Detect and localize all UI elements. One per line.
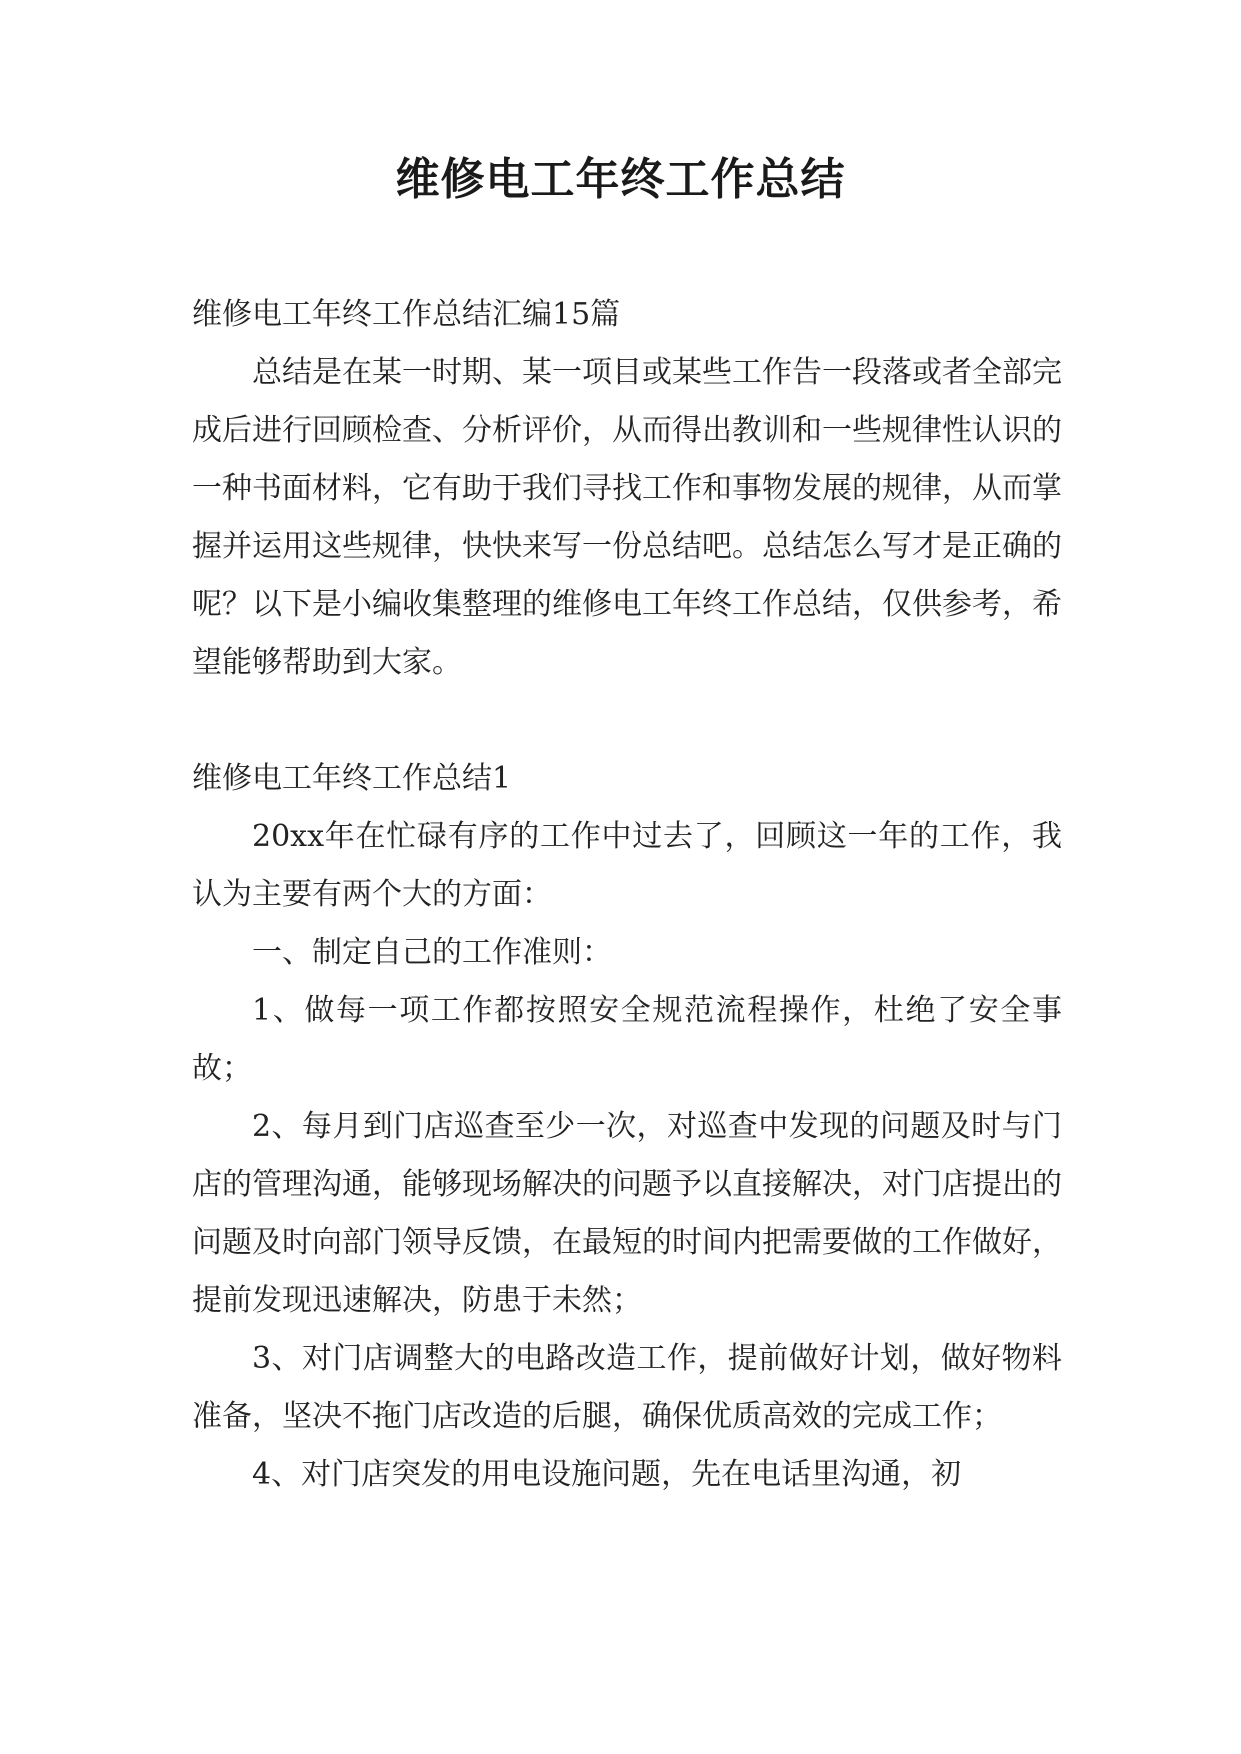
intro-paragraph: 总结是在某一时期、某一项目或某些工作告一段落或者全部完成后进行回顾检查、分析评价，从而得出教训和一些规律性认识的一种书面材料，它有助于我们寻找工作和事物发展的规律，从而掌握并运用这些规律，快快来写一份总结吧。总结怎么写才是正确的呢？以下是小编收集整理的维修电工年终工作总结，仅供参考，希望能够帮助到大家。 xyxy=(192,355,1062,680)
list-item: 1、做每一项工作都按照安全规范流程操作，杜绝了安全事故； xyxy=(192,993,1062,1086)
document-title: 维修电工年终工作总结 xyxy=(395,154,846,205)
collection-subtitle: 维修电工年终工作总结汇编15篇 xyxy=(192,297,621,332)
list-item: 4、对门店突发的用电设施问题，先在电话里沟通，初 xyxy=(252,1457,962,1492)
section-subheading: 一、制定自己的工作准则： xyxy=(252,935,612,970)
list-item: 3、对门店调整大的电路改造工作，提前做好计划，做好物料准备，坚决不拖门店改造的后腿，确保优质高效的完成工作； xyxy=(192,1341,1062,1434)
paragraph-spacer xyxy=(192,692,1062,750)
section-heading: 维修电工年终工作总结1 xyxy=(192,761,512,796)
section-paragraph: 20xx年在忙碌有序的工作中过去了，回顾这一年的工作，我认为主要有两个大的方面： xyxy=(192,819,1062,912)
list-item: 2、每月到门店巡查至少一次，对巡查中发现的问题及时与门店的管理沟通，能够现场解决的问题予以直接解决，对门店提出的问题及时向部门领导反馈，在最短的时间内把需要做的工作做好，提前发现迅速解决，防患于未然； xyxy=(192,1109,1062,1318)
document-body xyxy=(192,286,1062,1504)
